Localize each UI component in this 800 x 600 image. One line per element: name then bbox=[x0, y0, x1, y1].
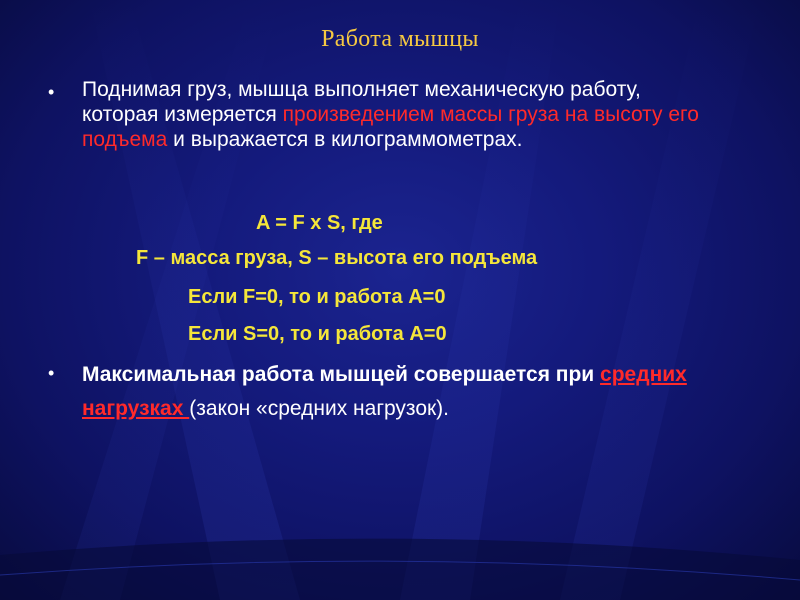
paragraph-1-text-end: и выражается в килограммометрах. bbox=[167, 128, 523, 151]
paragraph-1-text: Поднимая груз, мышца выполняет механическую работу, которая измеряется bbox=[82, 78, 641, 126]
bullet-icon: • bbox=[48, 82, 55, 102]
formula-line-1: A = F x S, где bbox=[256, 212, 383, 234]
bullet-icon: • bbox=[48, 363, 55, 383]
paragraph-2-text-end: (закон «средних нагрузок). bbox=[189, 397, 450, 420]
slide-title: Работа мышцы bbox=[321, 26, 479, 52]
formula-line-4: Если S=0, то и работа A=0 bbox=[188, 323, 447, 345]
formula-line-3: Если F=0, то и работа A=0 bbox=[188, 286, 446, 308]
paragraph-1 bbox=[82, 77, 722, 152]
paragraph-2-link[interactable]: средних нагрузках bbox=[82, 363, 687, 420]
paragraph-1-highlight: произведением массы груза на высоту его подъема bbox=[82, 103, 699, 151]
paragraph-2 bbox=[82, 358, 742, 426]
paragraph-2-text: Максимальная работа мышцей совершается при bbox=[82, 363, 601, 386]
formula-line-2: F – масса груза, S – высота его подъема bbox=[136, 247, 538, 269]
